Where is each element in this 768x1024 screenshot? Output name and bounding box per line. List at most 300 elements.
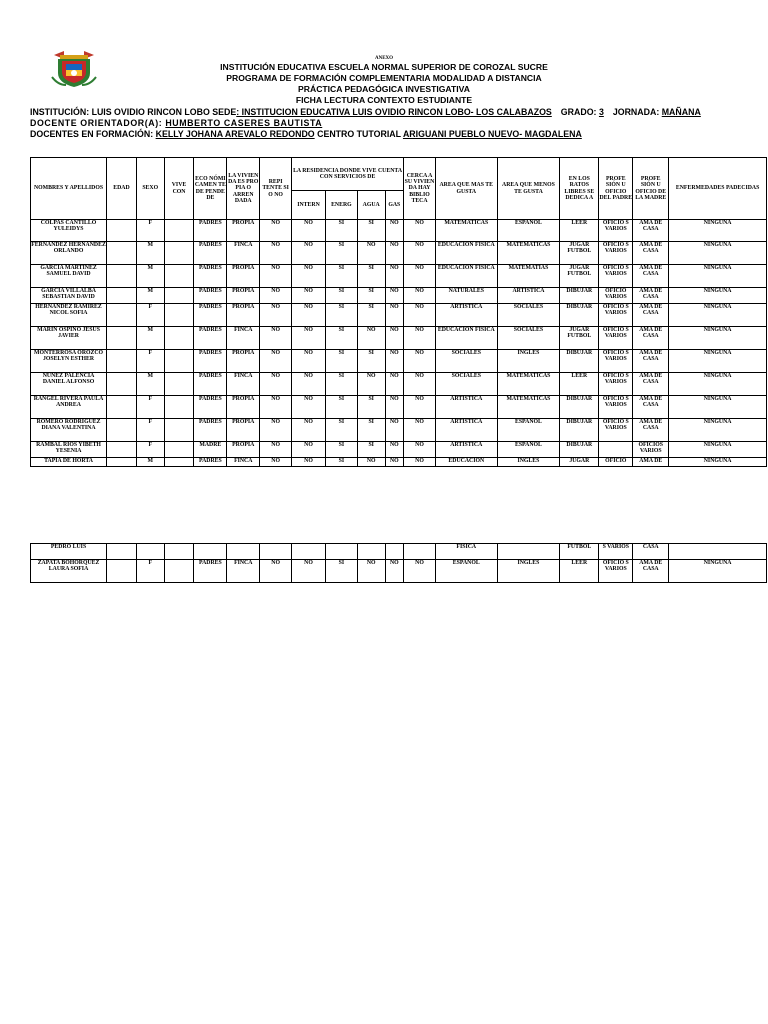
table-cell: NINGUNA bbox=[669, 560, 767, 583]
table-cell: NINGUNA bbox=[669, 350, 767, 373]
table-cell bbox=[107, 442, 137, 458]
table-cell: PROPIA bbox=[227, 304, 260, 327]
col-header-area-menos: AREA QUE MENOS TE GUSTA bbox=[497, 158, 560, 220]
table-cell: FERNANDEZ HERNANDEZ ORLANDO bbox=[31, 242, 107, 265]
student-context-table bbox=[30, 157, 767, 467]
table-cell: M bbox=[136, 327, 164, 350]
col-header-vivienda: LA VIVIEN DA ES PRO PIA O ARREN DADA bbox=[227, 158, 260, 220]
table-cell: NO bbox=[404, 373, 436, 396]
table-cell: PADRES bbox=[194, 288, 227, 304]
table-row bbox=[31, 265, 767, 288]
jornada-label: JORNADA: bbox=[612, 107, 660, 117]
col-header-ratos-libres: EN LOS RATOS LIBRES SE DEDICA A bbox=[560, 158, 599, 220]
centro-label: CENTRO TUTORIAL bbox=[317, 129, 401, 139]
col-header-enfermedades: ENFERMEDADES PADECIDAS bbox=[669, 158, 767, 220]
table-cell: NO bbox=[292, 442, 326, 458]
table-cell bbox=[164, 265, 194, 288]
table-cell: NO bbox=[385, 458, 404, 467]
table-cell: NO bbox=[292, 288, 326, 304]
table-cell: NO bbox=[385, 396, 404, 419]
table-cell: NO bbox=[260, 419, 292, 442]
table-cell: NINGUNA bbox=[669, 304, 767, 327]
student-context-table-continued bbox=[30, 543, 767, 583]
table-cell: PADRES bbox=[194, 220, 227, 242]
table-cell bbox=[164, 419, 194, 442]
table-cell: SI bbox=[357, 288, 385, 304]
table-cell: NO bbox=[385, 442, 404, 458]
table-cell: AMA DE CASA bbox=[633, 304, 669, 327]
table-cell bbox=[292, 544, 326, 560]
table-cell: F bbox=[136, 350, 164, 373]
table-cell: DIBUJAR bbox=[560, 442, 599, 458]
table-cell: TAPIA DE HORTA bbox=[31, 458, 107, 467]
table-cell: SI bbox=[325, 560, 357, 583]
table-cell: MATEMATICAS bbox=[497, 373, 560, 396]
table-cell: NO bbox=[292, 396, 326, 419]
docente-label: DOCENTE ORIENTADOR(A): bbox=[30, 118, 163, 128]
table-cell bbox=[107, 327, 137, 350]
table-cell: NO bbox=[404, 288, 436, 304]
table-cell: F bbox=[136, 419, 164, 442]
table-cell: PROPIA bbox=[227, 288, 260, 304]
table-cell: SOCIALES bbox=[497, 327, 560, 350]
table-cell: AMA DE CASA bbox=[633, 396, 669, 419]
table-cell: NO bbox=[385, 419, 404, 442]
table-cell bbox=[497, 544, 560, 560]
table-cell: SOCIALES bbox=[435, 350, 497, 373]
table-cell: NO bbox=[260, 396, 292, 419]
table-cell: OFICIO S VARIOS bbox=[599, 350, 633, 373]
table-cell: ESPAÑOL bbox=[435, 560, 497, 583]
table-cell: NO bbox=[260, 373, 292, 396]
table-cell bbox=[194, 544, 227, 560]
table-cell: M bbox=[136, 373, 164, 396]
table-row bbox=[31, 304, 767, 327]
table-cell bbox=[164, 544, 194, 560]
header-practice: PRÁCTICA PEDAGÓGICA INVESTIGATIVA bbox=[298, 84, 470, 94]
table-cell: NUÑEZ PALENCIA DANIEL ALFONSO bbox=[31, 373, 107, 396]
table-cell bbox=[164, 560, 194, 583]
table-cell: CASA bbox=[633, 544, 669, 560]
table-cell: NO bbox=[404, 242, 436, 265]
table-cell: ROMERO RODRIGUEZ DIANA VALENTINA bbox=[31, 419, 107, 442]
table-cell bbox=[164, 373, 194, 396]
table-cell: NO bbox=[404, 419, 436, 442]
table-cell: MATEMATICAS bbox=[497, 242, 560, 265]
table-cell: PADRES bbox=[194, 458, 227, 467]
table-cell: OFICIO S VARIOS bbox=[599, 242, 633, 265]
table-cell: NO bbox=[404, 442, 436, 458]
table-cell: JUGAR bbox=[560, 458, 599, 467]
table-cell: SI bbox=[357, 442, 385, 458]
anexo-label: ANEXO bbox=[374, 56, 394, 61]
table-cell: NO bbox=[292, 304, 326, 327]
table-cell: NO bbox=[385, 560, 404, 583]
table-cell: PADRES bbox=[194, 265, 227, 288]
table-cell: ARTISTICA bbox=[435, 442, 497, 458]
table-cell: LEER bbox=[560, 560, 599, 583]
table-cell: MATEMATIAS bbox=[497, 265, 560, 288]
table-cell: PROPIA bbox=[227, 419, 260, 442]
centro-value: ARIGUANI PUEBLO NUEVO- MAGDALENA bbox=[402, 129, 582, 139]
table-cell: NO bbox=[404, 396, 436, 419]
formacion-label: DOCENTES EN FORMACIÓN: bbox=[30, 129, 154, 139]
table-cell: NO bbox=[357, 458, 385, 467]
table-cell: FUTBOL bbox=[560, 544, 599, 560]
table-cell bbox=[107, 544, 137, 560]
table-cell: EDUCACION bbox=[435, 458, 497, 467]
table-cell: OFICIO S VARIOS bbox=[599, 220, 633, 242]
table-cell: NO bbox=[404, 458, 436, 467]
table-cell: F bbox=[136, 396, 164, 419]
table-cell: DIBUJAR bbox=[560, 304, 599, 327]
table-cell: M bbox=[136, 458, 164, 467]
table-cell: DIBUJAR bbox=[560, 350, 599, 373]
table-cell: SI bbox=[357, 304, 385, 327]
table-cell: NATURALES bbox=[435, 288, 497, 304]
table-cell: SOCIALES bbox=[435, 373, 497, 396]
table-cell: NO bbox=[260, 442, 292, 458]
table-cell: LEER bbox=[560, 373, 599, 396]
table-cell: SI bbox=[325, 304, 357, 327]
table-cell: INGLES bbox=[497, 560, 560, 583]
table-cell: NO bbox=[260, 265, 292, 288]
col-header-biblioteca: CERCA A SU VIVIEN DA HAY BIBLIO TECA bbox=[404, 158, 436, 220]
col-header-oficio-padre: PROFE SIÓN U OFICIO DEL PADRE bbox=[599, 158, 633, 220]
table-cell: NO bbox=[260, 350, 292, 373]
table-cell: PADRES bbox=[194, 396, 227, 419]
table-cell bbox=[107, 350, 137, 373]
table-cell bbox=[136, 544, 164, 560]
table-cell: NO bbox=[292, 265, 326, 288]
school-crest-logo bbox=[50, 49, 98, 89]
table-cell: SI bbox=[325, 419, 357, 442]
table-cell: NINGUNA bbox=[669, 373, 767, 396]
table-cell: FINCA bbox=[227, 458, 260, 467]
table-cell: SI bbox=[325, 396, 357, 419]
table-cell bbox=[164, 288, 194, 304]
table-row bbox=[31, 373, 767, 396]
table-cell: MATEMATICAS bbox=[497, 396, 560, 419]
table-cell: AMA DE CASA bbox=[633, 373, 669, 396]
table-cell: FINCA bbox=[227, 327, 260, 350]
col-header-energia: ENERG bbox=[325, 191, 357, 220]
table-row bbox=[31, 242, 767, 265]
grado-value: 3 bbox=[598, 107, 604, 117]
table-row bbox=[31, 288, 767, 304]
col-header-oficio-madre: PROFE SIÓN U OFICIO DE LA MADRE bbox=[633, 158, 669, 220]
table-cell bbox=[164, 304, 194, 327]
table-cell: ESPAÑOL bbox=[497, 220, 560, 242]
table-cell: NO bbox=[292, 220, 326, 242]
table-cell: ARTISTICA bbox=[435, 419, 497, 442]
table-cell: OFICIO S VARIOS bbox=[599, 560, 633, 583]
header-form-title: FICHA LECTURA CONTEXTO ESTUDIANTE bbox=[295, 95, 473, 105]
table-cell: SI bbox=[325, 442, 357, 458]
table-cell: HERNANDEZ RAMIREZ NICOL SOFIA bbox=[31, 304, 107, 327]
table-cell: S VARIOS bbox=[599, 544, 633, 560]
table-cell bbox=[164, 458, 194, 467]
table-cell: NO bbox=[357, 327, 385, 350]
table-cell: NO bbox=[404, 560, 436, 583]
table-cell: OFICIOS VARIOS bbox=[633, 442, 669, 458]
table-cell: AMA DE CASA bbox=[633, 220, 669, 242]
institution-value: : INSTITUCION EDUCATIVA LUIS OVIDIO RINCON LOBO- LOS CALABAZOS bbox=[236, 107, 552, 117]
table-cell bbox=[164, 242, 194, 265]
table-cell: NO bbox=[292, 350, 326, 373]
table-cell bbox=[107, 373, 137, 396]
table-cell: NO bbox=[404, 350, 436, 373]
table-cell: NO bbox=[292, 327, 326, 350]
table-cell: NO bbox=[292, 560, 326, 583]
table-cell bbox=[107, 560, 137, 583]
table-cell: MARIN OSPINO JESUS JAVIER bbox=[31, 327, 107, 350]
table-cell: PADRES bbox=[194, 242, 227, 265]
table-cell bbox=[357, 544, 385, 560]
table-cell bbox=[164, 220, 194, 242]
table-cell: NO bbox=[260, 458, 292, 467]
institution-label: INSTITUCIÓN: LUIS OVIDIO RINCON LOBO SEDE bbox=[30, 107, 237, 117]
table-cell: OFICIO S VARIOS bbox=[599, 327, 633, 350]
table-cell: PADRES bbox=[194, 327, 227, 350]
table-cell: PROPIA bbox=[227, 220, 260, 242]
table-cell: F bbox=[136, 304, 164, 327]
table-cell: NO bbox=[260, 304, 292, 327]
table-cell: NO bbox=[357, 373, 385, 396]
table-cell: EDUCACION FISICA bbox=[435, 327, 497, 350]
table-cell: SI bbox=[325, 288, 357, 304]
table-cell bbox=[164, 327, 194, 350]
table-cell bbox=[107, 220, 137, 242]
table-cell bbox=[107, 396, 137, 419]
table-cell: OFICIO S VARIOS bbox=[599, 304, 633, 327]
table-cell: NO bbox=[260, 327, 292, 350]
table-cell: AMA DE CASA bbox=[633, 419, 669, 442]
table-cell: RAMBAL RIOS YIBETH YESENIA bbox=[31, 442, 107, 458]
table-cell bbox=[669, 544, 767, 560]
formacion-value: KELLY JOHANA AREVALO REDONDO bbox=[155, 129, 315, 139]
table-cell: NO bbox=[385, 265, 404, 288]
table-cell: PADRES bbox=[194, 350, 227, 373]
table-cell: PROPIA bbox=[227, 350, 260, 373]
table-cell: PADRES bbox=[194, 419, 227, 442]
student-rows-continued bbox=[31, 544, 767, 583]
table-cell: NO bbox=[404, 327, 436, 350]
table-cell: AMA DE CASA bbox=[633, 288, 669, 304]
table-cell: DIBUJAR bbox=[560, 419, 599, 442]
table-cell: OFICIO S VARIOS bbox=[599, 396, 633, 419]
table-cell: F bbox=[136, 442, 164, 458]
header-institution: INSTITUCIÓN EDUCATIVA ESCUELA NORMAL SUPERIOR DE COROZAL SUCRE bbox=[220, 62, 548, 72]
table-row bbox=[31, 560, 767, 583]
table-cell: PADRES bbox=[194, 560, 227, 583]
table-cell: DIBUJAR bbox=[560, 396, 599, 419]
table-cell: EDUCACION FISICA bbox=[435, 242, 497, 265]
table-cell: PROPIA bbox=[227, 442, 260, 458]
table-cell: OFICIO bbox=[599, 458, 633, 467]
table-cell: NO bbox=[357, 560, 385, 583]
table-cell: FINCA bbox=[227, 560, 260, 583]
table-cell: SI bbox=[325, 350, 357, 373]
table-cell bbox=[404, 544, 436, 560]
formacion-line bbox=[30, 129, 582, 140]
table-cell: ZAPATA BOHORQUEZ LAURA SOFIA bbox=[31, 560, 107, 583]
table-row bbox=[31, 458, 767, 467]
col-header-area-gusta: AREA QUE MAS TE GUSTA bbox=[435, 158, 497, 220]
col-header-internet: INTERN bbox=[292, 191, 326, 220]
table-cell: M bbox=[136, 265, 164, 288]
table-cell: F bbox=[136, 220, 164, 242]
table-cell: SI bbox=[325, 242, 357, 265]
table-cell bbox=[325, 544, 357, 560]
table-cell: NO bbox=[385, 288, 404, 304]
table-cell: NINGUNA bbox=[669, 396, 767, 419]
table-cell: PEDRO LUIS bbox=[31, 544, 107, 560]
table-cell bbox=[107, 419, 137, 442]
table-cell: SI bbox=[325, 220, 357, 242]
table-row bbox=[31, 419, 767, 442]
table-row bbox=[31, 220, 767, 242]
table-cell: NO bbox=[385, 242, 404, 265]
table-cell: NO bbox=[385, 304, 404, 327]
table-row bbox=[31, 544, 767, 560]
col-header-vive-con: VIVE CON bbox=[164, 158, 194, 220]
table-cell bbox=[107, 458, 137, 467]
table-cell: NO bbox=[260, 288, 292, 304]
table-cell: JUGAR FUTBOL bbox=[560, 265, 599, 288]
table-cell: FISICA bbox=[435, 544, 497, 560]
col-header-repitente: REPI TENTE SI O NO bbox=[260, 158, 292, 220]
table-cell: JUGAR FUTBOL bbox=[560, 242, 599, 265]
table-cell: NO bbox=[385, 350, 404, 373]
table-cell bbox=[164, 442, 194, 458]
col-header-gas: GAS bbox=[385, 191, 404, 220]
table-cell: LEER bbox=[560, 220, 599, 242]
table-cell: ARTISTICA bbox=[435, 396, 497, 419]
table-cell: NO bbox=[385, 373, 404, 396]
table-cell: M bbox=[136, 242, 164, 265]
table-cell: ESPAÑOL bbox=[497, 442, 560, 458]
docente-value: HUMBERTO CASERES BAUTISTA bbox=[165, 118, 323, 128]
table-cell: PROPIA bbox=[227, 396, 260, 419]
table-cell: NO bbox=[357, 242, 385, 265]
table-cell: NO bbox=[385, 327, 404, 350]
table-cell: NINGUNA bbox=[669, 220, 767, 242]
table-cell: AMA DE CASA bbox=[633, 242, 669, 265]
jornada-value: MAÑANA bbox=[661, 107, 701, 117]
table-cell: AMA DE CASA bbox=[633, 327, 669, 350]
table-cell: FINCA bbox=[227, 373, 260, 396]
table-cell: ARTISTICA bbox=[435, 304, 497, 327]
table-cell bbox=[107, 242, 137, 265]
table-cell: AMA DE bbox=[633, 458, 669, 467]
col-header-edad: EDAD bbox=[107, 158, 137, 220]
table-cell: INGLES bbox=[497, 458, 560, 467]
table-cell: SI bbox=[357, 220, 385, 242]
student-rows bbox=[31, 220, 767, 467]
table-cell bbox=[107, 265, 137, 288]
table-cell: AMA DE CASA bbox=[633, 560, 669, 583]
docente-line bbox=[30, 118, 322, 129]
table-cell: MATEMATICAS bbox=[435, 220, 497, 242]
table-row bbox=[31, 327, 767, 350]
table-cell: GARCIA VILLALBA SEBASTIAN DAVID bbox=[31, 288, 107, 304]
table-cell: NO bbox=[260, 560, 292, 583]
table-cell: M bbox=[136, 288, 164, 304]
table-cell bbox=[385, 544, 404, 560]
table-cell: NO bbox=[404, 265, 436, 288]
table-cell: FINCA bbox=[227, 242, 260, 265]
table-cell bbox=[227, 544, 260, 560]
table-cell: NO bbox=[385, 220, 404, 242]
table-cell: MADRE bbox=[194, 442, 227, 458]
table-cell: GARCIA MARTINEZ SAMUEL DAVID bbox=[31, 265, 107, 288]
table-cell: NO bbox=[292, 419, 326, 442]
table-cell: NINGUNA bbox=[669, 419, 767, 442]
table-cell: OFICIO S VARIOS bbox=[599, 373, 633, 396]
table-cell: NO bbox=[260, 220, 292, 242]
table-cell: ESPAÑOL bbox=[497, 419, 560, 442]
table-cell: RANGEL RIVERA PAULA ANDREA bbox=[31, 396, 107, 419]
table-cell: NO bbox=[292, 373, 326, 396]
table-row bbox=[31, 396, 767, 419]
table-cell bbox=[164, 396, 194, 419]
table-cell: OFICIO S VARIOS bbox=[599, 265, 633, 288]
table-cell: SI bbox=[357, 350, 385, 373]
table-cell bbox=[260, 544, 292, 560]
table-cell: DIBUJAR bbox=[560, 288, 599, 304]
table-cell: NO bbox=[404, 220, 436, 242]
table-cell bbox=[107, 304, 137, 327]
table-cell: F bbox=[136, 560, 164, 583]
table-cell: MONTERROSA OROZCO JOSELYN ESTHER bbox=[31, 350, 107, 373]
table-cell bbox=[599, 442, 633, 458]
table-cell: NINGUNA bbox=[669, 288, 767, 304]
table-cell: PROPIA bbox=[227, 265, 260, 288]
table-cell: COLPAS CANTILLO YULEIDYS bbox=[31, 220, 107, 242]
table-cell: AMA DE CASA bbox=[633, 350, 669, 373]
table-cell: SI bbox=[357, 396, 385, 419]
institution-line bbox=[30, 107, 701, 118]
table-cell: INGLES bbox=[497, 350, 560, 373]
table-cell: NO bbox=[292, 242, 326, 265]
table-cell: NINGUNA bbox=[669, 265, 767, 288]
col-header-agua: AGUA bbox=[357, 191, 385, 220]
col-header-nombres: NOMBRES Y APELLIDOS bbox=[31, 158, 107, 220]
table-cell bbox=[107, 288, 137, 304]
table-cell: SI bbox=[325, 327, 357, 350]
table-cell: NO bbox=[292, 458, 326, 467]
table-cell: PADRES bbox=[194, 304, 227, 327]
table-cell: OFICIO S VARIOS bbox=[599, 419, 633, 442]
header-program: PROGRAMA DE FORMACIÓN COMPLEMENTARIA MODALIDAD A DISTANCIA bbox=[226, 73, 542, 83]
table-cell: NO bbox=[260, 242, 292, 265]
table-cell: SI bbox=[325, 458, 357, 467]
table-cell: ARTISTICA bbox=[497, 288, 560, 304]
col-header-economicamente: ECO NÓMI CAMEN TE DE PENDE DE bbox=[194, 158, 227, 220]
table-cell: SI bbox=[325, 265, 357, 288]
table-cell: NINGUNA bbox=[669, 458, 767, 467]
table-row bbox=[31, 350, 767, 373]
table-cell: SI bbox=[357, 265, 385, 288]
table-row bbox=[31, 442, 767, 458]
table-cell bbox=[164, 350, 194, 373]
table-cell: AMA DE CASA bbox=[633, 265, 669, 288]
col-header-sexo: SEXO bbox=[136, 158, 164, 220]
table-cell: JUGAR FUTBOL bbox=[560, 327, 599, 350]
table-cell: NINGUNA bbox=[669, 327, 767, 350]
table-cell: NO bbox=[404, 304, 436, 327]
